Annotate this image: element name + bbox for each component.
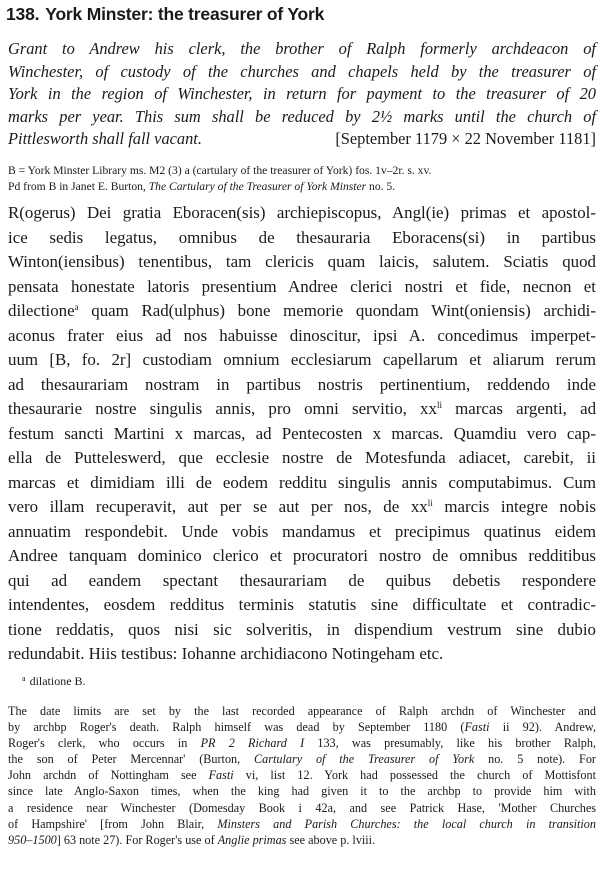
commentary-fragment: vi, list 12. York had possessed the church of Mottisfont bbox=[233, 768, 596, 783]
commentary-fragment: of Hampshire' [from John Blair, bbox=[8, 816, 218, 831]
text-fragment: dilectione bbox=[8, 301, 75, 320]
text-line: tione reddatis, quos nisi sic solveritis, in dispendium vestrum sine dubio bbox=[8, 619, 596, 639]
text-line: aconus frater eius ad nos habuisse dinoscitur, ipsi A. concedimus imperpet- bbox=[8, 325, 596, 345]
commentary-line bbox=[8, 816, 596, 832]
summary-paragraph bbox=[8, 38, 596, 151]
text-line: qui ad eandem spectant thesaurariam de quibus debetis respondere bbox=[8, 570, 596, 590]
text-line-with-sup bbox=[8, 397, 596, 422]
text-line: festum sancti Martini x marcas, ad Pentecosten x marcas. Quamdiu vero cap- bbox=[8, 423, 596, 443]
text-line: R(ogerus) Dei gratia Eboracen(sis) archiepiscopus, Angl(ie) primas et apostol- bbox=[8, 203, 596, 222]
commentary-line bbox=[8, 832, 596, 848]
text-line: intendentes, eosdem redditus terminis statutis sine difficultate et contradic- bbox=[8, 595, 596, 614]
commentary-italic: Cartulary of the Treasurer of York bbox=[254, 752, 475, 767]
text-line: marcas et dimidiam illi de eodem redditu singulis annis computabimus. Cum bbox=[8, 472, 596, 492]
commentary-fragment: John archdn of Nottingham see bbox=[8, 768, 209, 783]
summary-line: marks per year. This sum shall be reduced by 2½ marks until the church of bbox=[8, 106, 596, 126]
textual-footnote bbox=[22, 674, 86, 689]
text-line: ice sedis legatus, omnibus de thesauraria Eboracens(si) in partibus bbox=[8, 227, 596, 247]
commentary-fragment: no. 5 note). For bbox=[474, 752, 596, 767]
note-marker: a bbox=[74, 302, 79, 312]
commentary-line bbox=[8, 751, 596, 767]
text-line: redundabit. Hiis testibus: Iohanne archidiacono Notingeham etc. bbox=[8, 644, 444, 663]
printed-prefix: Pd from B in Janet E. Burton, bbox=[8, 179, 149, 193]
text-line: uum [B, fo. 2r] custodiam omnium ecclesiarum capellarum et aliarum rerum bbox=[8, 350, 596, 369]
manuscript-line: B = York Minster Library ms. M2 (3) a (cartulary of the treasurer of York) fos. 1v–2r. s. xv. bbox=[8, 164, 432, 177]
summary-line-last bbox=[8, 128, 596, 151]
text-line: ad thesaurariam nostram in partibus nostris pertinentium, reddendo inde bbox=[8, 374, 596, 394]
entry-heading bbox=[6, 4, 324, 25]
text-line: pensata honestate latoris presentium Andree clerici nostri et fide, necnon et bbox=[8, 276, 596, 296]
commentary-line: since late Anglo-Saxon times, when the king had given it to the archbp to provide him with bbox=[8, 784, 596, 799]
commentary-fragment: by archbp Roger's death. Ralph himself was dead by September 1180 ( bbox=[8, 720, 465, 735]
commentary-fragment: ] 63 note 27). For Roger's use of bbox=[56, 832, 218, 847]
commentary-italic: Fasti bbox=[464, 720, 490, 735]
date-range: [September 1179 × 22 November 1181] bbox=[335, 129, 596, 149]
text-line-with-sup bbox=[8, 495, 596, 520]
commentary-italic: Anglie primas bbox=[217, 832, 287, 847]
footnote-marker: a bbox=[22, 674, 26, 683]
summary-line: Grant to Andrew his clerk, the brother of Ralph formerly archdeacon of bbox=[8, 39, 596, 58]
printed-edition-line bbox=[8, 179, 431, 195]
text-fragment: marcis integre nobis bbox=[432, 497, 596, 516]
manuscript-sources bbox=[8, 163, 431, 194]
entry-title: York Minster: the treasurer of York bbox=[45, 4, 325, 24]
text-line: ella de Putteleswerd, que ecclesie nostre de Motesfunda adiacet, carebit, ii bbox=[8, 448, 596, 467]
text-fragment: vero illam recuperavit, aut per se aut per nos, de xx bbox=[8, 497, 428, 516]
commentary-note bbox=[8, 703, 596, 848]
text-line-with-note bbox=[8, 299, 596, 324]
commentary-line: a residence near Winchester (Domesday Book i 42a, and see Patrick Hase, 'Mother Churches bbox=[8, 800, 596, 815]
commentary-italic: Fasti bbox=[208, 768, 234, 783]
summary-line: Pittlesworth shall fall vacant. bbox=[8, 129, 202, 149]
text-line: annuatim respondebit. Unde vobis mandamus et precipimus quatinus eidem bbox=[8, 521, 596, 541]
summary-line: Winchester, of custody of the churches and chapels held by the treasurer of bbox=[8, 61, 596, 81]
latin-text bbox=[8, 201, 596, 667]
commentary-line bbox=[8, 767, 596, 783]
commentary-line bbox=[8, 719, 596, 735]
entry-number: 138. bbox=[6, 4, 40, 24]
text-fragment: quam Rad(ulphus) bone memorie quondam Wint(oniensis) archidi- bbox=[78, 301, 596, 320]
commentary-line: The date limits are set by the last recorded appearance of Ralph archdn of Winchester and bbox=[8, 704, 596, 718]
text-fragment: thesaurarie nostre singulis annis, pro omni servitio, xx bbox=[8, 399, 437, 418]
commentary-italic: PR 2 Richard I bbox=[200, 736, 305, 751]
footnote-text: dilatione B. bbox=[29, 674, 86, 688]
commentary-fragment: ii 92). Andrew, bbox=[489, 720, 596, 735]
printed-title: The Cartulary of the Treasurer of York Minster bbox=[148, 179, 367, 193]
text-line: Winton(iensibus) tenentibus, tam clericis quam laicis, salutem. Sciatis quod bbox=[8, 252, 596, 271]
printed-suffix: no. 5. bbox=[366, 179, 396, 193]
commentary-fragment: see above p. lviii. bbox=[286, 832, 376, 847]
commentary-fragment: Roger's clerk, who occurs in bbox=[8, 736, 201, 751]
superscript-li: li bbox=[436, 400, 442, 410]
commentary-fragment: 133, was presumably, like his brother Ralph, bbox=[304, 736, 597, 751]
commentary-italic: 950–1500 bbox=[8, 832, 57, 847]
superscript-li: li bbox=[427, 498, 433, 508]
summary-line: York in the region of Winchester, in return for payment to the treasurer of 20 bbox=[8, 84, 596, 104]
commentary-line bbox=[8, 735, 596, 751]
commentary-italic: Minsters and Parish Churches: the local church in transition bbox=[217, 816, 596, 831]
commentary-fragment: the son of Peter Mercennar' (Burton, bbox=[8, 752, 255, 767]
text-fragment: marcas argenti, ad bbox=[441, 399, 597, 418]
text-line: Andree tanquam dominico clerico et procuratori nostro de omnibus redditibus bbox=[8, 546, 596, 565]
